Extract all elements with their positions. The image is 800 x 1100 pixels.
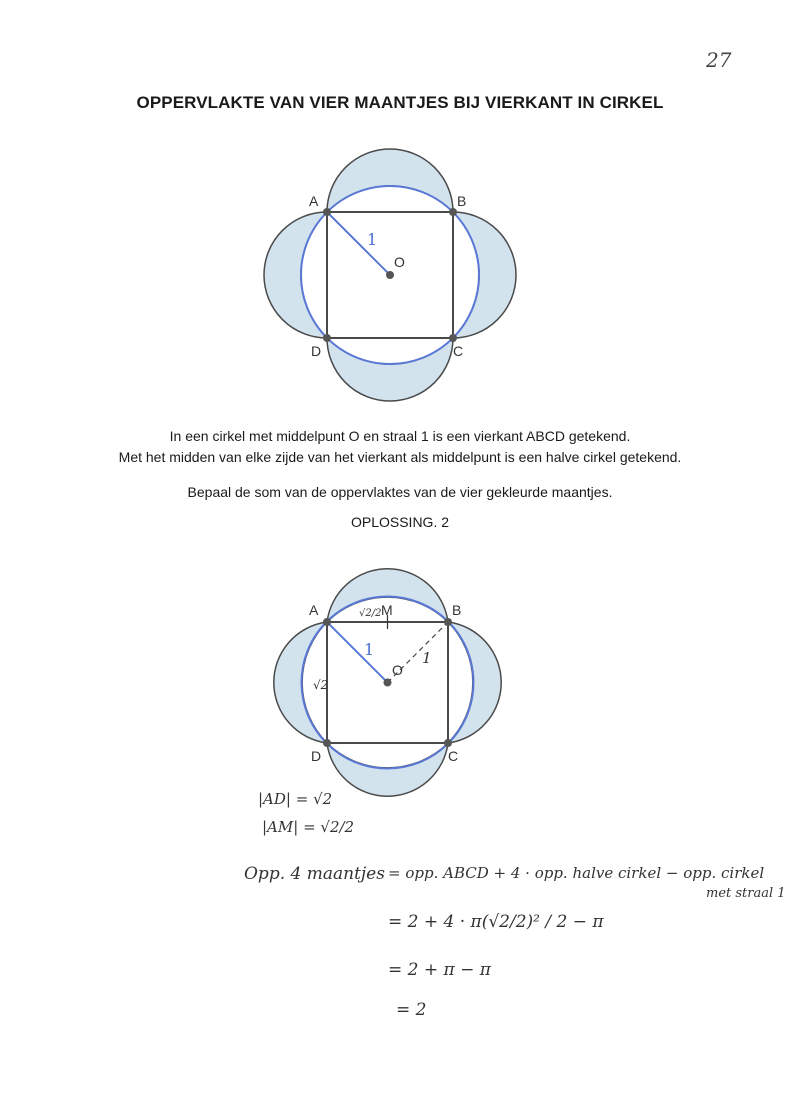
point-d (323, 334, 331, 342)
problem-line-1: In een cirkel met middelpunt O en straal 1 is een vierkant ABCD getekend. (169, 428, 631, 444)
label-b: B (457, 193, 467, 209)
label-o: O (392, 662, 403, 678)
side-label: √2 (313, 678, 329, 692)
solution-header: OPLOSSING. 2 (350, 514, 450, 530)
formula-line-3: = 2 + π − π (388, 960, 491, 980)
radius-segment (327, 622, 388, 683)
half-side-label: √2/2 (359, 608, 382, 619)
point-o (384, 679, 392, 687)
label-a: A (309, 193, 319, 209)
problem-line-2: Met het midden van elke zijde van het vierkant als middelpunt is een halve cirkel getekend. (118, 449, 682, 465)
lune-bottom (327, 743, 448, 796)
formula-line-4: = 2 (396, 1000, 427, 1020)
lune-right (453, 212, 516, 338)
point-b (444, 618, 452, 626)
label-c: C (448, 748, 459, 764)
label-b: B (452, 602, 462, 618)
point-d (323, 739, 331, 747)
lune-top (327, 149, 453, 212)
radius-label: 1 (364, 640, 375, 659)
page-title: OPPERVLAKTE VAN VIER MAANTJES BIJ VIERKANT IN CIRKEL (136, 93, 664, 112)
label-o: O (394, 254, 405, 270)
note-ad-length: |AD| = √2 (258, 790, 333, 808)
problem-text (0, 426, 800, 468)
formula-line-1: = opp. ABCD + 4 · opp. halve cirkel − opp. cirkel (388, 864, 765, 882)
point-a (323, 618, 331, 626)
question-text: Bepaal de som van de oppervlaktes van de vier gekleurde maantjes. (187, 484, 613, 500)
label-d: D (311, 748, 322, 764)
lune-bottom (327, 338, 453, 401)
point-c (449, 334, 457, 342)
label-m: M (381, 602, 393, 618)
label-a: A (309, 602, 319, 618)
page-number: 27 (706, 48, 732, 72)
point-o (386, 271, 394, 279)
label-c: C (453, 343, 464, 359)
lune-right (448, 622, 501, 743)
formula-lhs: Opp. 4 maantjes (244, 864, 385, 884)
note-am-length: |AM| = √2/2 (262, 818, 355, 836)
point-c (444, 739, 452, 747)
radius-label: 1 (367, 230, 378, 249)
point-a (323, 208, 331, 216)
label-d: D (311, 343, 322, 359)
point-b (449, 208, 457, 216)
radius-segment (327, 212, 390, 275)
formula-line-2: = 2 + 4 · π(√2/2)² / 2 − π (388, 912, 604, 932)
formula-line-1-note: met straal 1 (706, 886, 786, 901)
figure-solution (255, 555, 525, 815)
figure-square-in-circle (255, 140, 525, 410)
dashed-radius-label: 1 (422, 649, 432, 667)
lune-left (264, 212, 327, 338)
